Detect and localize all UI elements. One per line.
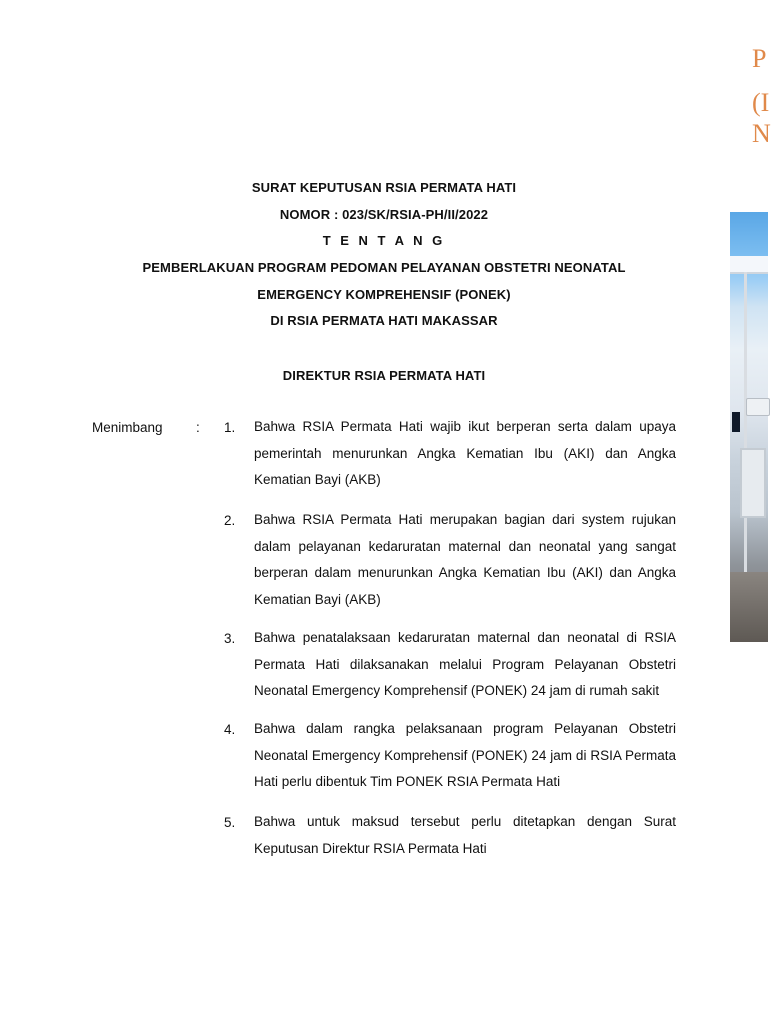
list-item-text: Bahwa RSIA Permata Hati wajib ikut berperan serta dalam upaya pemerintah menurunkan Angka Kematian Ibu (AKI) dan Angka Kematian Bayi (AKB) <box>254 419 676 488</box>
list-item-text: Bahwa untuk maksud tersebut perlu ditetapkan dengan Surat Keputusan Direktur RSIA Permata Hati <box>254 814 676 856</box>
side-text-1: P <box>752 44 767 73</box>
decree-subject-line-3: DI RSIA PERMATA HATI MAKASSAR <box>270 313 498 328</box>
list-item-number: 5. <box>224 815 236 830</box>
considering-label: Menimbang <box>92 420 163 435</box>
list-item-text: Bahwa dalam rangka pelaksanaan program Pelayanan Obstetri Neonatal Emergency Komprehensif (PONEK) 24 jam di RSIA Permata Hati perlu dibentuk Tim PONEK RSIA Permata Hati <box>254 721 676 790</box>
list-item-number: 3. <box>224 631 236 646</box>
decree-title: SURAT KEPUTUSAN RSIA PERMATA HATI <box>251 180 517 195</box>
building-photo <box>730 212 768 642</box>
list-item-number: 4. <box>224 722 236 737</box>
air-conditioner-icon <box>746 398 770 416</box>
considering-colon: : <box>196 420 200 435</box>
decree-subject-line-2: EMERGENCY KOMPREHENSIF (PONEK) <box>257 287 511 302</box>
list-item-text: Bahwa RSIA Permata Hati merupakan bagian dari system rujukan dalam pelayanan kedaruratan maternal dan neonatal yang sangat berperan dalam menurunkan Angka Kematian Ibu (AKI) dan Angka Kematian Bayi (AKB) <box>254 512 676 608</box>
list-item-text: Bahwa penatalaksaan kedaruratan maternal dan neonatal di RSIA Permata Hati dilaksanakan melalui Program Pelayanan Obstetri Neonatal Emergency Komprehensif (PONEK) 24 jam di rumah sakit <box>254 630 676 699</box>
decree-subject-line-1: PEMBERLAKUAN PROGRAM PEDOMAN PELAYANAN OBSTETRI NEONATAL <box>142 260 626 275</box>
side-text-3: N <box>752 119 771 148</box>
decree-about: T E N T A N G <box>322 233 446 248</box>
decree-number: NOMOR : 023/SK/RSIA-PH/II/2022 <box>279 207 489 222</box>
side-text-2: (I <box>752 88 770 117</box>
list-item-number: 1. <box>224 420 236 435</box>
director-heading: DIREKTUR RSIA PERMATA HATI <box>282 368 486 383</box>
list-item-number: 2. <box>224 513 236 528</box>
